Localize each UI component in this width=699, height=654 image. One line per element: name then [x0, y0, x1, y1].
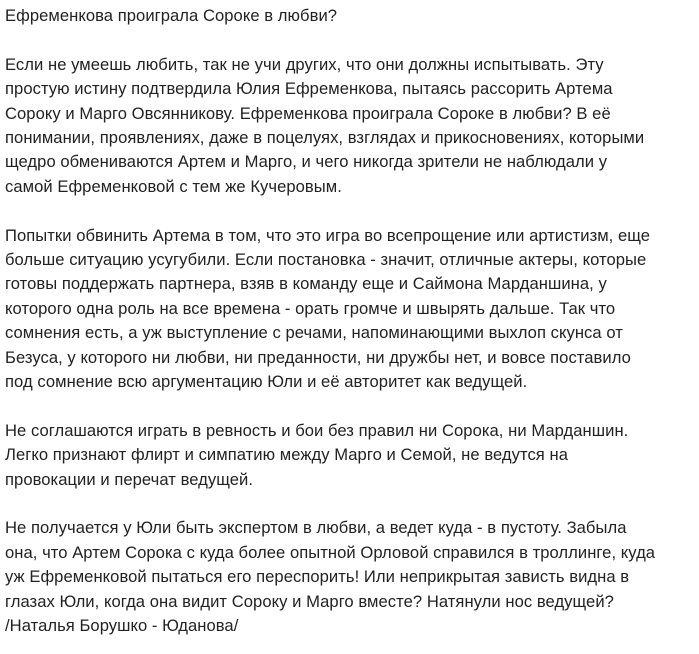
- text-line: она, что Артем Сорока с куда более опытной Орловой справился в троллинге, куда: [5, 542, 656, 562]
- text-line: провокации и перечат ведущей.: [5, 469, 254, 489]
- text-line: которого одна роль на все времена - орать громче и швырять дальше. Так что: [5, 298, 616, 318]
- paragraph-4: [5, 516, 695, 638]
- paragraph-2: [5, 224, 695, 395]
- text-line: самой Ефременковой с тем же Кучеровым.: [5, 176, 342, 196]
- paragraph-1: [5, 53, 695, 199]
- text-line: больше ситуацию усугубили. Если постановка - значит, отличные актеры, которые: [5, 250, 647, 270]
- text-line: простую истину подтвердила Юлия Ефременкова, пытаясь рассорить Артема: [5, 79, 613, 99]
- text-line: Не получается у Юли быть экспертом в любви, а ведет куда - в пустоту. Забыла: [5, 518, 627, 538]
- author-signature: /Наталья Борушко - Юданова/: [5, 616, 239, 636]
- text-line: Если не умеешь любить, так не учи других, что они должны испытывать. Эту: [5, 54, 604, 74]
- text-line: готовы поддержать партнера, взяв в команду еще и Саймона Марданшина, у: [5, 274, 607, 294]
- text-line: Не соглашаются играть в ревность и бои без правил ни Сорока, ни Марданшин.: [5, 420, 629, 440]
- text-line: под сомнение всю аргументацию Юли и её авторитет как ведущей.: [5, 372, 528, 392]
- text-line: уж Ефременковой пытаться его переспорить! Или неприкрытая зависть видна в: [5, 567, 630, 587]
- text-line: Сороку и Марго Овсянникову. Ефременкова проиграла Сороке в любви? В её: [5, 103, 611, 123]
- text-line: Безуса, у которого ни любви, ни преданности, ни дружбы нет, и вовсе поставило: [5, 347, 631, 367]
- text-line: сомнения есть, а уж выступление с речами, напоминающими выхлоп скунса от: [5, 323, 623, 343]
- text-line: щедро обмениваются Артем и Марго, и чего никогда зрители не наблюдали у: [5, 152, 608, 172]
- text-line: глазах Юли, когда она видит Сороку и Марго вместе? Натянули нос ведущей?: [5, 591, 614, 611]
- text-line: понимании, проявлениях, даже в поцелуях, взглядах и прикосновениях, которыми: [5, 128, 645, 148]
- article-title: Ефременкова проиграла Сороке в любви?: [5, 6, 338, 25]
- text-line: Попытки обвинить Артема в том, что это игра во всепрощение или артистизм, еще: [5, 225, 651, 245]
- paragraph-3: [5, 419, 695, 492]
- text-line: Легко признают флирт и симпатию между Марго и Семой, не ведутся на: [5, 445, 568, 465]
